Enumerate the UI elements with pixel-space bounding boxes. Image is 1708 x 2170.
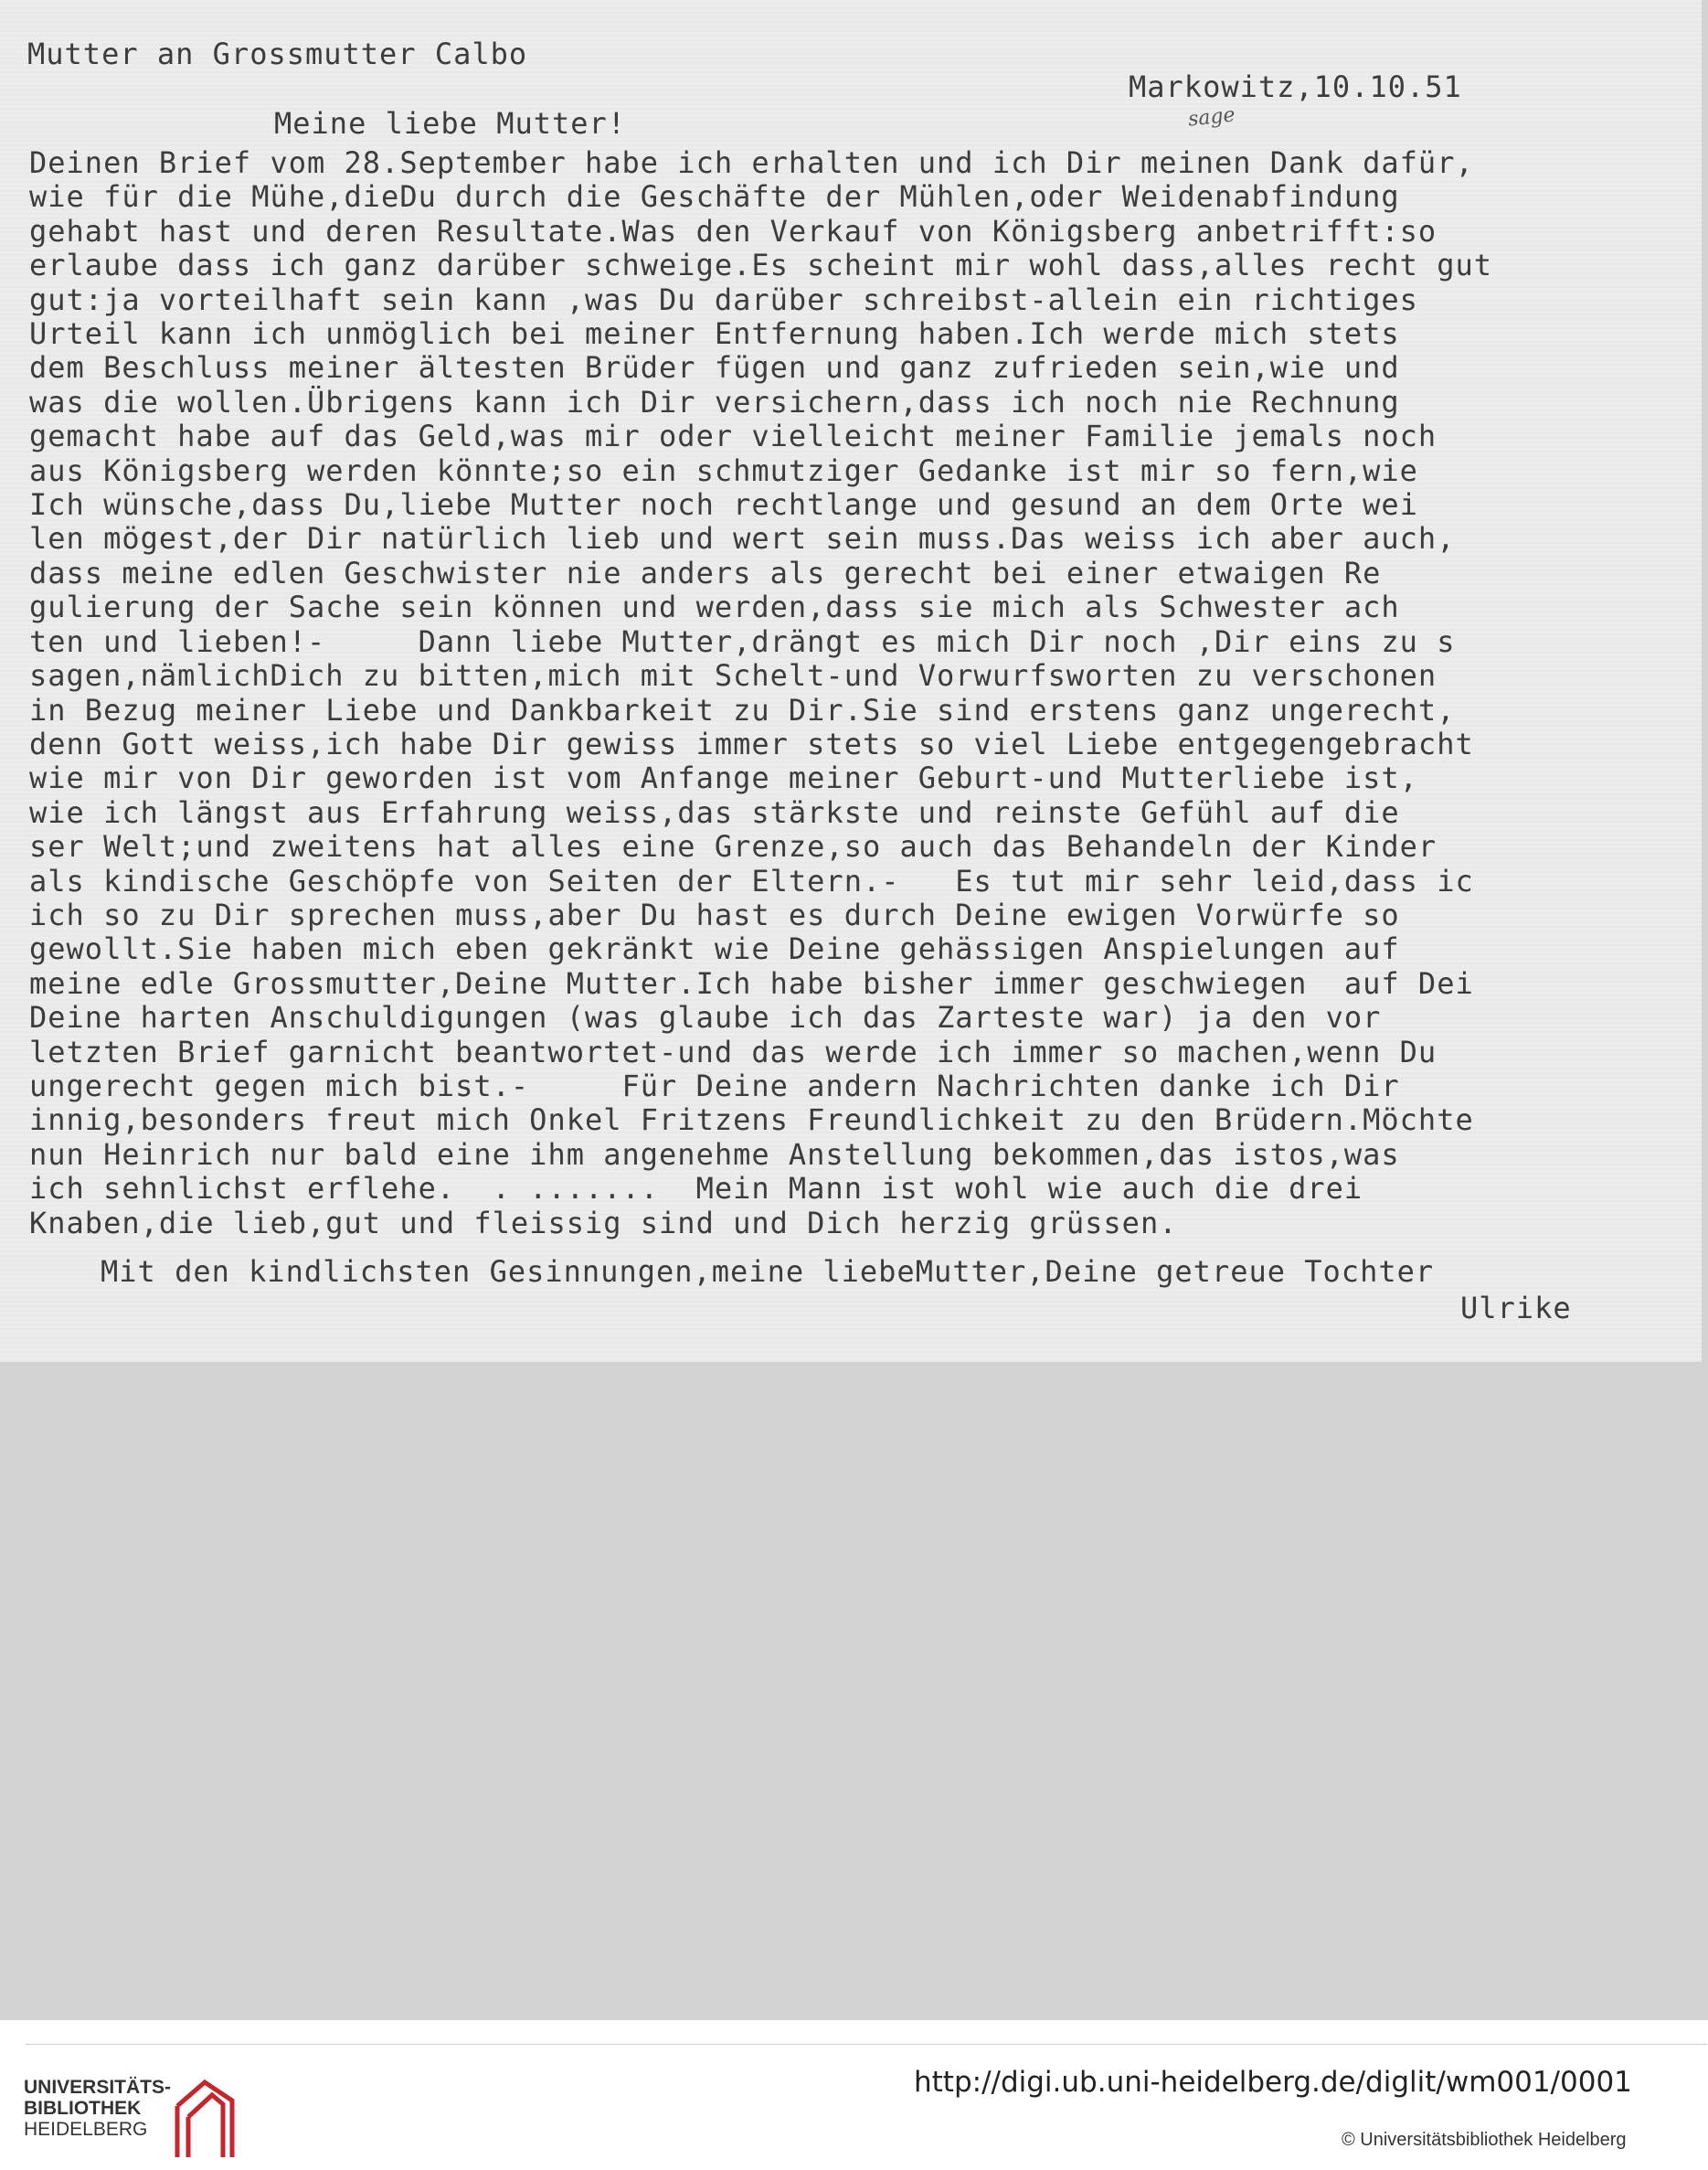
body-line: innig,besonders freut mich Onkel Fritzens Freundlichkeit zu den Brüdern.Möchte <box>29 1102 1474 1138</box>
body-line: gut:ja vorteilhaft sein kann ,was Du darüber schreibst-allein ein richtiges <box>29 282 1418 317</box>
body-line: ich sehnlichst erflehe. . ....... Mein Mann ist wohl wie auch die drei <box>29 1171 1363 1207</box>
body-line: gemacht habe auf das Geld,was mir oder vielleicht meiner Familie jemals noch <box>29 419 1437 454</box>
footer-divider <box>26 2044 1707 2045</box>
salutation: Meine liebe Mutter! <box>274 106 627 141</box>
body-line: letzten Brief garnicht beantwortet-und das werde ich immer so machen,wenn Du <box>29 1034 1437 1069</box>
library-logo-mark-icon <box>168 2073 241 2159</box>
body-line: Urteil kann ich unmöglich bei meiner Entfernung haben.Ich werde mich stets <box>29 316 1400 352</box>
body-line: nun Heinrich nur bald eine ihm angenehme Anstellung bekommen,das istos,was <box>29 1136 1400 1172</box>
handwritten-note: sage <box>1186 103 1236 132</box>
place-date: Markowitz,10.10.51 <box>1129 69 1462 104</box>
body-line: meine edle Grossmutter,Deine Mutter.Ich habe bisher immer geschwiegen auf Dei <box>29 965 1474 1001</box>
copyright-notice: © Universitätsbibliothek Heidelberg <box>1342 2130 1627 2150</box>
body-line: als kindische Geschöpfe von Seiten der Eltern.- Es tut mir sehr leid,dass ic <box>29 863 1474 899</box>
body-line: Deinen Brief vom 28.September habe ich erhalten und ich Dir meinen Dank dafür, <box>29 145 1474 180</box>
body-line: ich so zu Dir sprechen muss,aber Du hast es durch Deine ewigen Vorwürfe so <box>29 897 1400 932</box>
body-line: erlaube dass ich ganz darüber schweige.Es scheint mir wohl dass,alles recht gut <box>29 248 1492 283</box>
body-line: in Bezug meiner Liebe und Dankbarkeit zu Dir.Sie sind erstens ganz ungerecht, <box>29 692 1456 728</box>
body-line: denn Gott weiss,ich habe Dir gewiss immer stets so viel Liebe entgegengebracht <box>29 726 1474 761</box>
body-line: gehabt hast und deren Resultate.Was den Verkauf von Königsberg anbetrifft:so <box>29 213 1437 249</box>
body-line: sagen,nämlichDich zu bitten,mich mit Schelt-und Vorwurfsworten zu verschonen <box>29 658 1437 694</box>
letter-body <box>29 146 1492 1240</box>
signature: Ulrike <box>1460 1291 1572 1325</box>
logo-line: UNIVERSITÄTS- <box>24 2077 172 2098</box>
body-line: ser Welt;und zweitens hat alles eine Grenze,so auch das Behandeln der Kinder <box>29 829 1437 865</box>
source-url-link[interactable]: http://digi.ub.uni-heidelberg.de/diglit/wm001/0001 <box>914 2066 1632 2099</box>
body-line: dem Beschluss meiner ältesten Brüder fügen und ganz zufrieden sein,wie und <box>29 350 1400 386</box>
logo-text <box>24 2077 171 2140</box>
body-line: ten und lieben!- Dann liebe Mutter,drängt es mich Dir noch ,Dir eins zu s <box>29 623 1456 659</box>
body-line: Knaben,die lieb,gut und fleissig sind und Dich herzig grüssen. <box>29 1205 1178 1240</box>
closing-line: Mit den kindlichsten Gesinnungen,meine liebeMutter,Deine getreue Tochter <box>101 1254 1435 1289</box>
body-line: wie für die Mühe,dieDu durch die Geschäfte der Mühlen,oder Weidenabfindung <box>29 179 1400 215</box>
logo-line: HEIDELBERG <box>24 2119 148 2140</box>
logo-line: BIBLIOTHEK <box>24 2098 142 2119</box>
body-line: dass meine edlen Geschwister nie anders als gerecht bei einer etwaigen Re <box>29 555 1382 590</box>
body-line: aus Königsberg werden könnte;so ein schmutziger Gedanke ist mir so fern,wie <box>29 452 1418 488</box>
body-line: wie mir von Dir geworden ist vom Anfange meiner Geburt-und Mutterliebe ist, <box>29 761 1418 796</box>
body-line: wie ich längst aus Erfahrung weiss,das stärkste und reinste Gefühl auf die <box>29 794 1400 830</box>
body-line: len mögest,der Dir natürlich lieb und wert sein muss.Das weiss ich aber auch, <box>29 521 1456 557</box>
body-line: ungerecht gegen mich bist.- Für Deine andern Nachrichten danke ich Dir <box>29 1068 1400 1103</box>
body-line: Deine harten Anschuldigungen (was glaube ich das Zarteste war) ja den vor <box>29 1000 1382 1036</box>
letter-heading: Mutter an Grossmutter Calbo <box>27 37 528 71</box>
body-line: gulierung der Sache sein können und werden,dass sie mich als Schwester ach <box>29 590 1400 625</box>
body-line: gewollt.Sie haben mich eben gekränkt wie Deine gehässigen Anspielungen auf <box>29 931 1400 967</box>
body-line: was die wollen.Übrigens kann ich Dir versichern,dass ich noch nie Rechnung <box>29 384 1400 420</box>
library-logo[interactable] <box>24 2073 243 2159</box>
body-line: Ich wünsche,dass Du,liebe Mutter noch rechtlange und gesund an dem Orte wei <box>29 487 1418 523</box>
